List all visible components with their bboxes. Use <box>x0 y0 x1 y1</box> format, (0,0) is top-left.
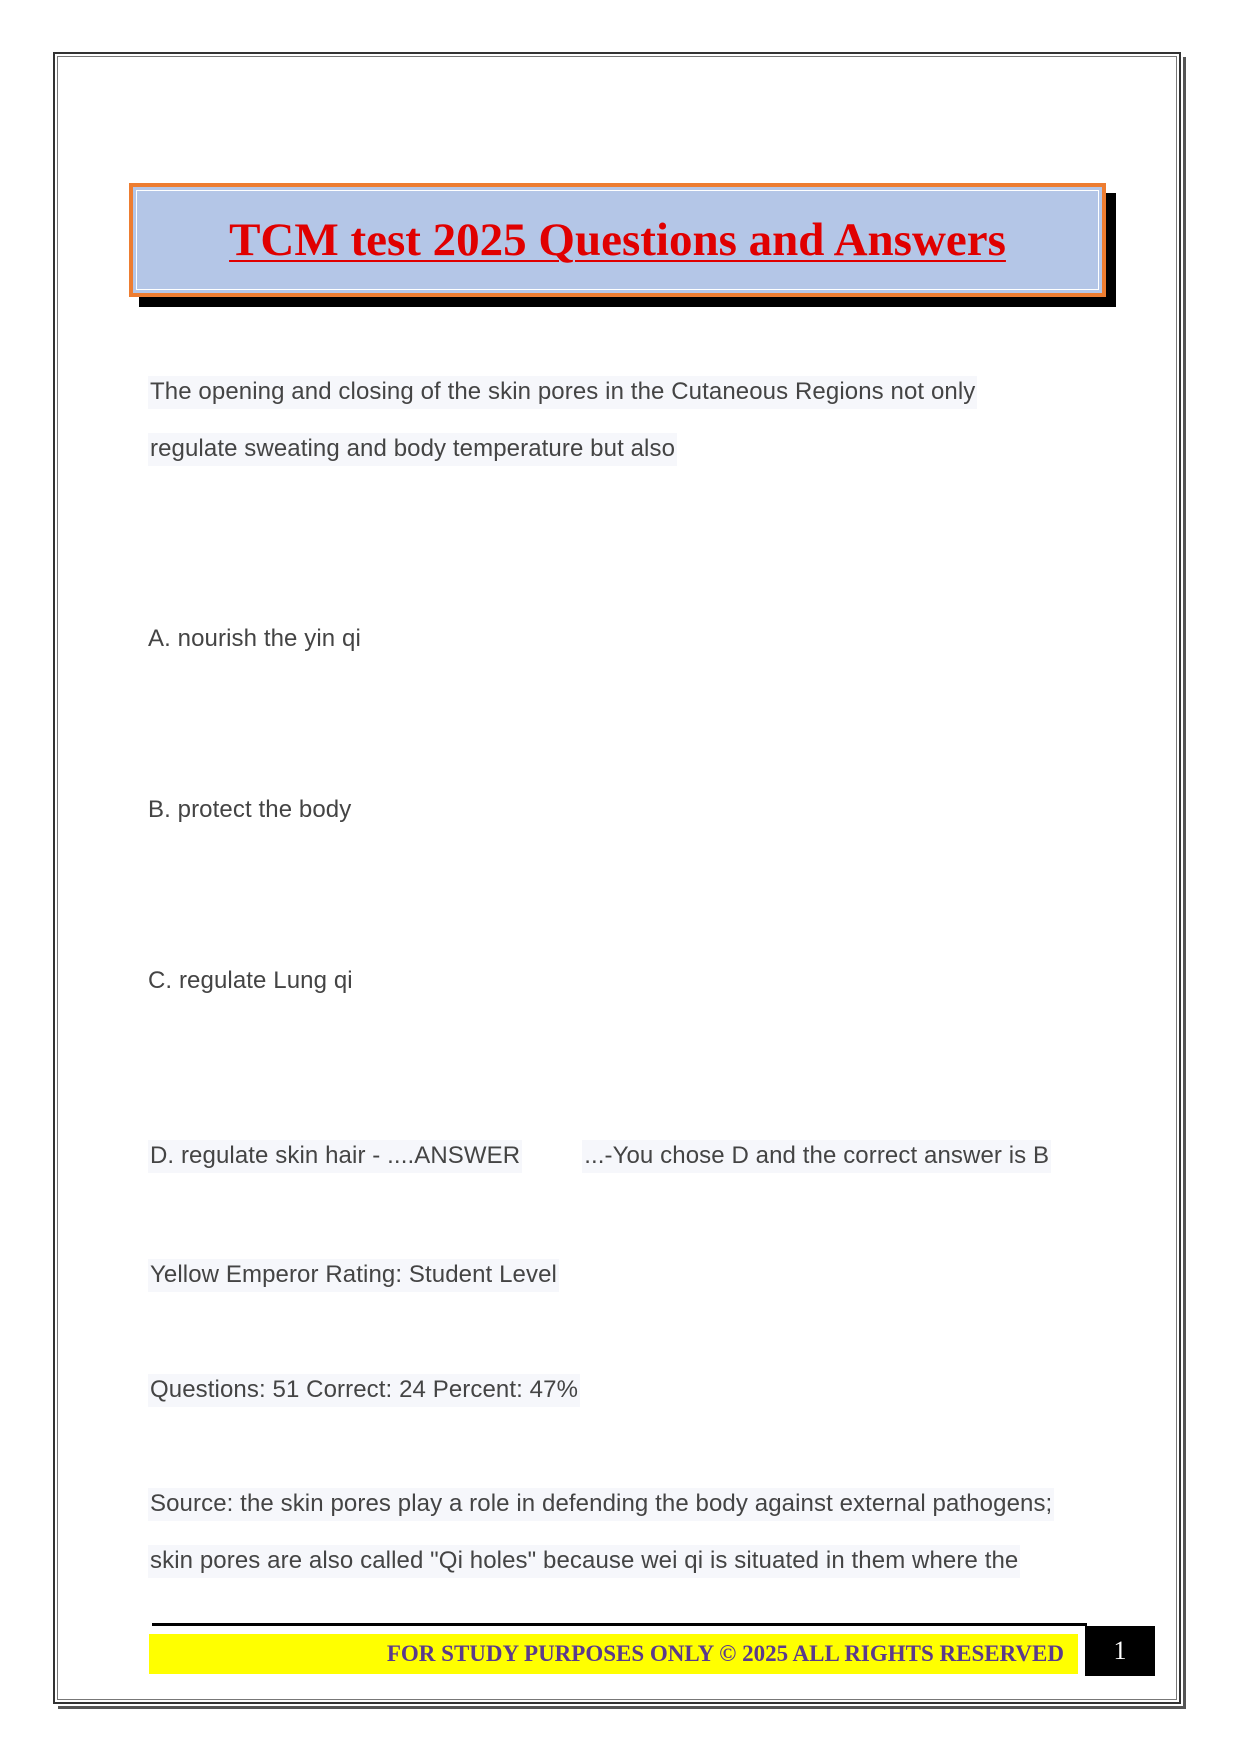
footer-rule <box>152 1623 1087 1626</box>
question-stem-line-1: The opening and closing of the skin pores in the Cutaneous Regions not only <box>148 378 977 406</box>
option-a: A. nourish the yin qi <box>148 625 361 652</box>
rating-line: Yellow Emperor Rating: Student Level <box>148 1261 559 1289</box>
stats-line: Questions: 51 Correct: 24 Percent: 47% <box>148 1376 580 1404</box>
page-number: 1 <box>1085 1626 1155 1676</box>
title-box <box>129 183 1106 297</box>
source-line-1: Source: the skin pores play a role in defending the body against external pathogens; <box>148 1490 1054 1518</box>
footer-notice: FOR STUDY PURPOSES ONLY © 2025 ALL RIGHTS RESERVED <box>386 1641 1064 1666</box>
option-d: D. regulate skin hair - ....ANSWER <box>148 1140 522 1173</box>
footer-band <box>149 1634 1078 1674</box>
source-line-2: skin pores are also called "Qi holes" because wei qi is situated in them where the <box>148 1547 1020 1575</box>
answer-feedback: ...-You chose D and the correct answer is B <box>582 1140 1051 1173</box>
option-b: B. protect the body <box>148 796 352 823</box>
option-c: C. regulate Lung qi <box>148 967 353 994</box>
option-d-answer-line <box>148 1142 1051 1170</box>
question-stem-line-2: regulate sweating and body temperature but also <box>148 435 677 463</box>
document-title: TCM test 2025 Questions and Answers <box>229 214 1006 266</box>
